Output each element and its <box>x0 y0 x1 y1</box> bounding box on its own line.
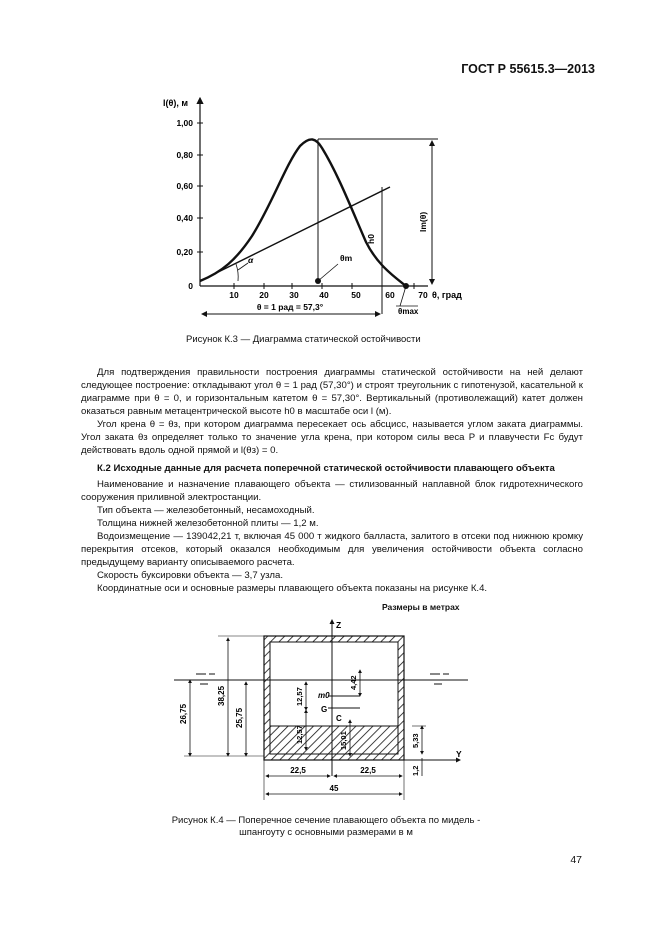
alpha-label: α <box>248 255 254 265</box>
x-tick: 70 <box>418 290 428 300</box>
figure-k3-caption: Рисунок К.3 — Диаграмма статической остойчивости <box>186 334 421 345</box>
standard-header: ГОСТ Р 55615.3—2013 <box>461 62 595 76</box>
paragraph: Угол крена θ = θз, при котором диаграмма пересекает ось абсцисс, называется углом заката диаграммы. Угол заката θз определяет только то значение угла крена, при котором силы веса P и плавучести Fc будут действовать вдоль одной прямой и l(θз) = 0. <box>81 419 583 456</box>
dim-draft: 25,75 <box>235 707 244 728</box>
m0-label: m0 <box>318 691 330 700</box>
page-number: 47 <box>570 854 582 866</box>
g-label: G <box>321 705 328 714</box>
ballast <box>270 726 398 754</box>
dim-1257-bot: 12,57 <box>295 725 304 744</box>
x-axis-label: θ, град <box>432 290 462 300</box>
caption-line: шпангоуту с основными размерами в м <box>239 827 413 838</box>
section-heading: К.2 Исходные данные для расчета поперечной статической остойчивости плавающего объекта <box>97 463 555 474</box>
cross-section-drawing <box>160 616 480 802</box>
paragraph: Водоизмещение — 139042,21 т, включая 45 000 т жидкого балласта, залитого в отсеки под нижнюю кромку перекрытия отсеков, который оказался необходимым для увеличения остойчивости объекта согласно предыдущему варианту описываемого расчета. <box>81 531 583 568</box>
dim-533: 5,33 <box>411 733 420 748</box>
dim-12: 1,2 <box>411 765 420 776</box>
theta-m-label: θm <box>340 253 353 263</box>
x-tick: 40 <box>319 290 329 300</box>
paragraph: Для подтверждения правильности построения диаграммы статической остойчивости на ней делают следующее построение: откладывают угол θ = 1 рад (57,30°) и строят треугольник с гипотенузой, касательной к диаграмме при θ = 0, и горизонтальным катетом θ = 57,30°. Вертикальный (противолежащий) катет должен оказаться равным метацентрической высоте h0 в масштабе оси l (м). <box>81 367 583 417</box>
y-tick: 1,00 <box>176 118 193 128</box>
dim-half-left: 22,5 <box>290 766 306 775</box>
paragraph: Координатные оси и основные размеры плавающего объекта показаны на рисунке К.4. <box>97 583 488 594</box>
stability-curve <box>200 139 406 286</box>
y-label: Y <box>456 749 462 759</box>
paragraph: Тип объекта — железобетонный, несамоходный. <box>97 505 315 516</box>
y-tick: 0,40 <box>176 213 193 223</box>
caption-line: Рисунок К.4 — Поперечное сечение плавающего объекта по мидель - <box>171 815 481 826</box>
x-tick: 30 <box>289 290 299 300</box>
c-label: C <box>336 714 342 723</box>
lm-label: lm(θ) <box>418 211 428 232</box>
theta-max-label: θmax <box>398 307 419 316</box>
paragraph: Наименование и назначение плавающего объекта — стилизованный наплавной блок гидротехнического сооружения приливной электростанции. <box>81 479 583 503</box>
paragraph: Скорость буксировки объекта — 3,7 узла. <box>97 570 284 581</box>
z-label: Z <box>336 620 342 630</box>
x-tick: 50 <box>351 290 361 300</box>
dim-width: 45 <box>329 784 339 793</box>
dim-1257-top: 12,57 <box>295 687 304 706</box>
x-tick: 20 <box>259 290 269 300</box>
y-tick: 0,80 <box>176 150 193 160</box>
h0-label: h0 <box>366 234 376 244</box>
dim-442: 4,42 <box>349 675 358 690</box>
x-tick: 60 <box>385 290 395 300</box>
y-tick: 0 <box>188 281 193 291</box>
x-tick: 10 <box>229 290 239 300</box>
y-tick: 0,60 <box>176 181 193 191</box>
y-tick: 0,20 <box>176 247 193 257</box>
dim-height-total: 38,25 <box>217 685 226 706</box>
stability-diagram <box>160 92 480 324</box>
dim-half-right: 22,5 <box>360 766 376 775</box>
figure-k4-caption <box>146 815 506 839</box>
units-note: Размеры в метрах <box>382 602 460 612</box>
paragraph: Толщина нижней железобетонной плиты — 1,2 м. <box>97 518 319 529</box>
y-axis-label: l(θ), м <box>163 98 189 108</box>
dim-1501: 15,01 <box>339 731 348 750</box>
text-block-1 <box>81 366 583 595</box>
dim-left-outer: 26,75 <box>179 703 188 724</box>
radian-label: θ = 1 рад = 57,3° <box>256 302 324 312</box>
